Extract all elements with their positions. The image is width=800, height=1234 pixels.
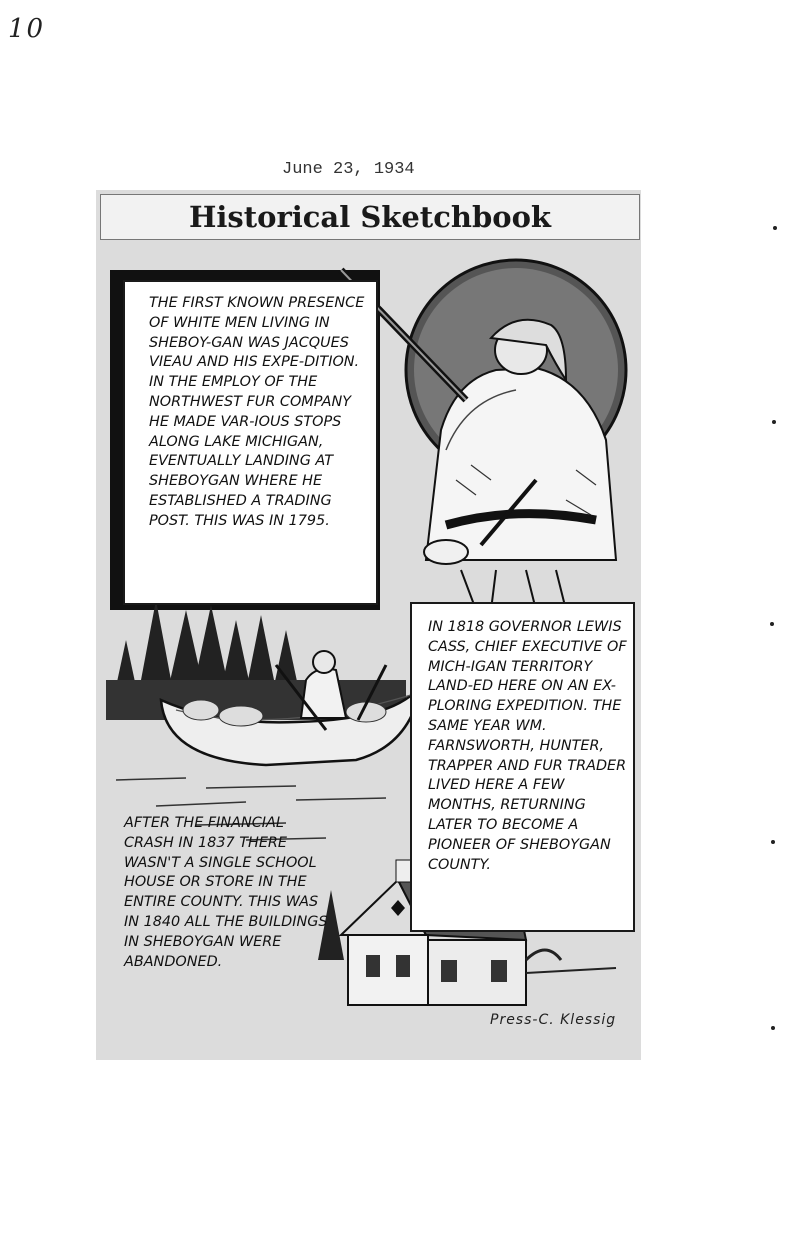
margin-mark [770, 622, 774, 626]
panel-vieau: THE FIRST KNOWN PRESENCE OF WHITE MEN LIVING IN SHEBOY-GAN WAS JACQUES VIEAU AND HIS EXPE-DITION. IN THE EMPLOY OF THE NORTHWEST FUR COMPANY HE MADE VAR-IOUS STOPS ALONG LAKE MICHIGAN, EVENTUALLY LANDING AT SHEBOYGAN WHERE HE ESTABLISHED A TRADING POST. THIS WAS IN 1795. [123, 280, 378, 605]
masthead-title: Historical Sketchbook [188, 200, 552, 234]
margin-mark [772, 420, 776, 424]
margin-mark [771, 1026, 775, 1030]
artist-signature: Press-C. Klessig [490, 1012, 617, 1028]
publication-date: June 23, 1934 [282, 160, 415, 179]
page-number: 10 [8, 14, 46, 44]
trapper-medallion [341, 260, 626, 610]
margin-mark [773, 226, 777, 230]
panel-cass: IN 1818 GOVERNOR LEWIS CASS, CHIEF EXECUTIVE OF MICH-IGAN TERRITORY LAND-ED HERE ON AN EX-PLORING EXPEDITION. THE SAME YEAR WM. FARNSWORTH, HUNTER, TRAPPER AND FUR TRADER LIVED HERE A FEW MONTHS, RETURNING LATER TO BECOME A PIONEER OF SHEBOYGAN COUNTY. [410, 602, 635, 932]
margin-mark [771, 840, 775, 844]
masthead [100, 194, 640, 240]
panel-crash: AFTER THE FINANCIAL CRASH IN 1837 THERE WASN'T A SINGLE SCHOOL HOUSE OR STORE IN THE ENTIRE COUNTY. THIS WAS IN 1840 ALL THE BUILDINGS IN SHEBOYGAN WERE ABANDONED. [124, 815, 328, 970]
